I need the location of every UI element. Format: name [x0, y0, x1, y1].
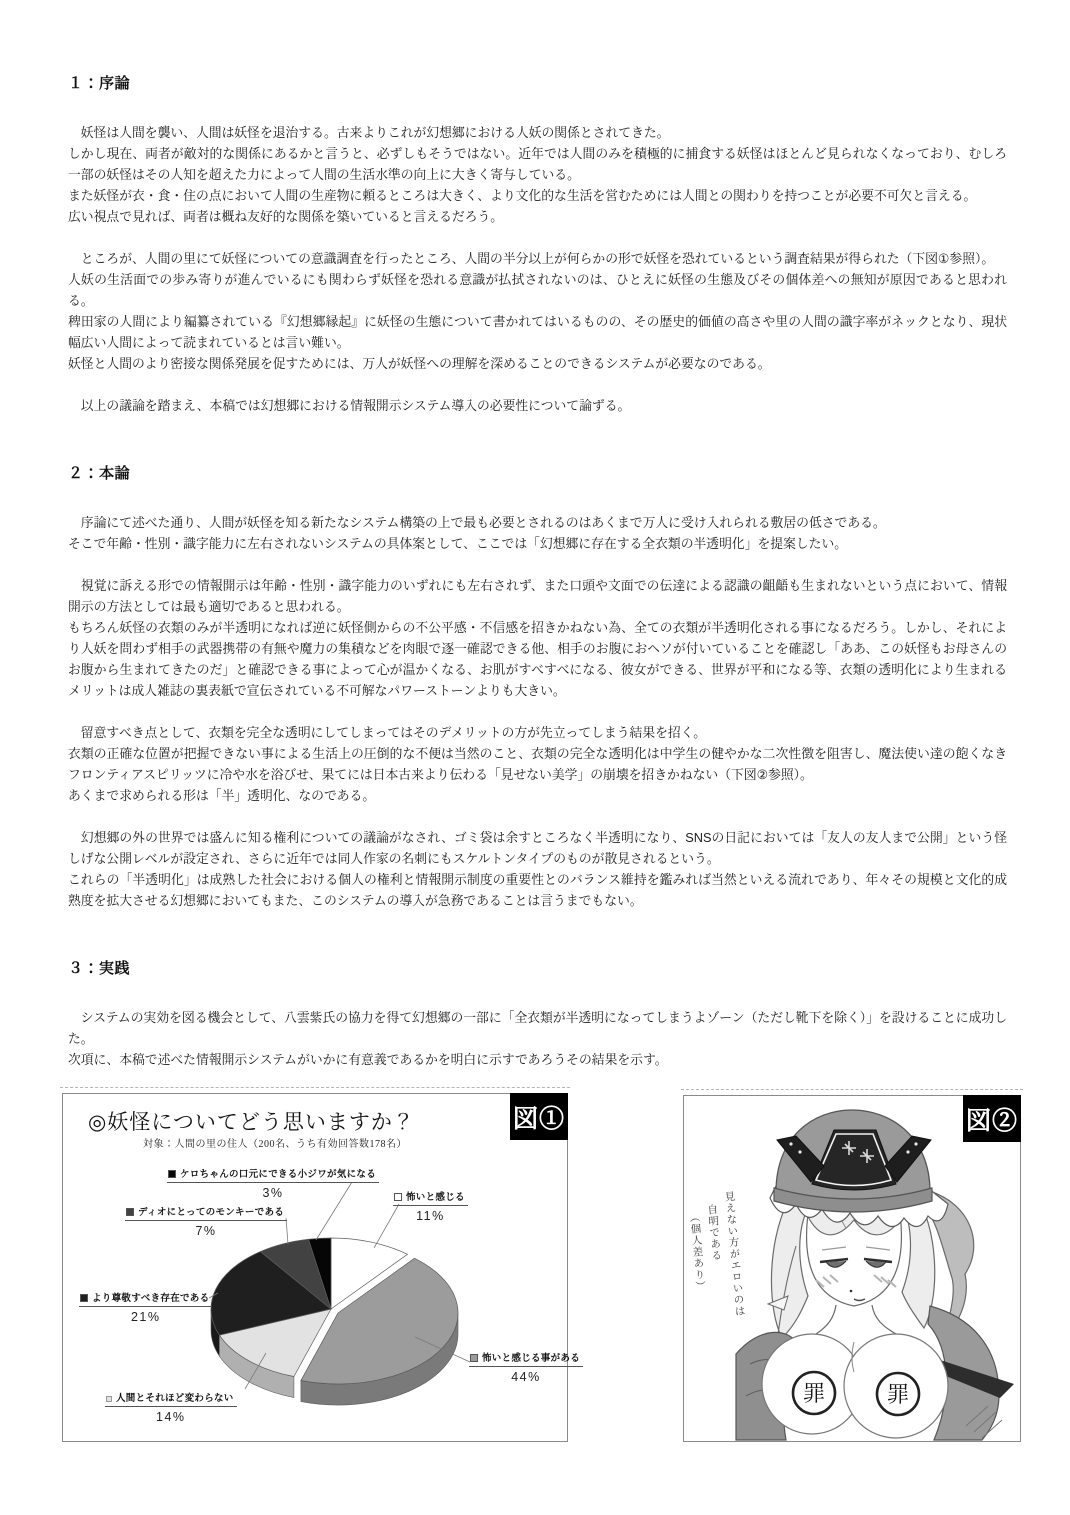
- chart-title: ◎妖怪についてどう思いますか？: [88, 1110, 415, 1134]
- body-line: 稗田家の人間により編纂されている『幻想郷縁起』に妖怪の生態について書かれてはいるものの、その歴史的価値の高さや里の人間の識字率がネックとなり、現状幅広い人間によって読まれているとは言い難い。: [68, 314, 1007, 350]
- pie-label-text: より尊敬すべき存在である: [79, 1290, 212, 1307]
- pie-label-text: 怖いと感じる事がある: [469, 1350, 583, 1367]
- body-line: 次項に、本稿で述べた情報開示システムがいかに有意義であるかを明白に示すであろうその結果を示す。: [68, 1052, 668, 1067]
- paragraph: [68, 122, 1007, 227]
- body-line: システムの実効を図る機会として、八雲紫氏の協力を得て幻想郷の一部に「全衣類が半透明になってしまうよゾーン（ただし靴下を除く）」を設けることに成功した。: [68, 1010, 1007, 1046]
- handwritten-note: 見えない方がエロいのは 自明である （個人差あり）: [686, 1190, 746, 1318]
- pie-slice-label: [469, 1348, 583, 1384]
- pie-percent-value: 14%: [156, 1410, 186, 1424]
- pie-slice-label: [393, 1187, 468, 1223]
- body-line: 留意すべき点として、衣類を完全な透明にしてしまってはそのデメリットの方が先立ってしまう結果を招く。: [68, 725, 707, 740]
- pie-percent-value: 11%: [416, 1209, 445, 1223]
- body-line: 以上の議論を踏まえ、本稿では幻想郷における情報開示システム導入の必要性について論ずる。: [68, 398, 631, 413]
- section-1: [68, 72, 1007, 416]
- body-line: しかし現在、両者が敵対的な関係にあるかと言うと、必ずしもそうではない。近年では人間のみを積極的に捕食する妖怪はほとんど見られなくなっており、むしろ一部の妖怪はその人知を超えた力によって人間の生活水準の向上に大きく寄与している。: [68, 146, 1007, 182]
- section-2: [68, 462, 1007, 911]
- body-line: また妖怪が衣・食・住の点において人間の生産物に頼るところは大きく、より文化的な生活を営むためには人間との関わりを持つことが必要不可欠と言える。: [68, 188, 977, 203]
- legend-marker-icon: [470, 1354, 478, 1362]
- paragraph: [68, 827, 1007, 911]
- pie-label-text: ケロちゃんの口元にできる小ジワが気になる: [167, 1166, 379, 1183]
- beauty-mark: [850, 1290, 853, 1293]
- pie-percent-value: 44%: [511, 1370, 541, 1384]
- paragraph: [68, 512, 1007, 554]
- section-heading: ２：本論: [68, 465, 131, 482]
- censor-kanji-right: 罪: [886, 1382, 910, 1407]
- section-heading: １：序論: [68, 75, 131, 92]
- body-line: あくまで求められる形は「半」透明化、なのである。: [68, 788, 376, 803]
- pie-slice-label: [167, 1164, 379, 1200]
- legend-marker-icon: [80, 1294, 88, 1302]
- section-heading: ３：実践: [68, 960, 131, 977]
- body-line: 広い視点で見れば、両者は概ね友好的な関係を築いていると言えるだろう。: [68, 209, 504, 224]
- body-line: 序論にて述べた通り、人間が妖怪を知る新たなシステム構築の上で最も必要とされるのはあくまで万人に受け入れられる敷居の低さである。: [68, 515, 886, 530]
- paragraph: [68, 1007, 1007, 1070]
- paragraph: [68, 395, 1007, 416]
- body-line: 人妖の生活面での歩み寄りが進んでいるにも関わらず妖怪を恐れる意識が払拭されないのは、ひとえに妖怪の生態及びその個体差への無知が原因であると思われる。: [68, 272, 1007, 308]
- legend-marker-icon: [126, 1208, 134, 1216]
- pie-percent-value: 3%: [262, 1186, 284, 1200]
- body-line: ところが、人間の里にて妖怪についての意識調査を行ったところ、人間の半分以上が何らかの形で妖怪を恐れているという調査結果が得られた（下図①参照）。: [68, 251, 995, 266]
- pie-slice-label: [79, 1288, 212, 1324]
- legend-marker-icon: [168, 1170, 176, 1178]
- figure1-box: [62, 1093, 581, 1442]
- body-line: 幻想郷の外の世界では盛んに知る権利についての議論がなされ、ゴミ袋は余すところなく半透明になり、SNSの日記においては「友人の友人まで公開」という怪しげな公開レベルが設定され、さらに近年では同人作家の名刺にもスケルトンタイプのものが散見されるという。: [68, 830, 1007, 866]
- pie-label-text: 人間とそれほど変わらない: [105, 1390, 237, 1407]
- chart-subtitle: 対象：人間の里の住人（200名、うち有効回答数178名）: [143, 1139, 407, 1150]
- figure2-tag: 図②: [963, 1095, 1021, 1142]
- figure1-tag: 図①: [510, 1093, 568, 1140]
- essay-body: [68, 72, 1007, 1116]
- paragraph: [68, 248, 1007, 374]
- legend-marker-icon: [394, 1193, 402, 1201]
- pie-label-text: ディオにとってのモンキーである: [125, 1204, 287, 1221]
- body-line: 妖怪は人間を襲い、人間は妖怪を退治する。古来よりこれが幻想郷における人妖の関係とされてきた。: [68, 125, 670, 140]
- body-line: 視覚に訴える形での情報開示は年齢・性別・識字能力のいずれにも左右されず、また口頭や文面での伝達による認識の齟齬も生まれないという点において、情報開示の方法としては最も適切であると思われる。: [68, 578, 1007, 614]
- section-3: [68, 957, 1007, 1070]
- pie-slice-label: [105, 1388, 237, 1424]
- pie-label-text: 怖いと感じる: [393, 1189, 468, 1206]
- figure2-box: [683, 1095, 1021, 1442]
- censor-kanji-left: 罪: [802, 1381, 826, 1406]
- paragraph: [68, 575, 1007, 701]
- body-line: もちろん妖怪の衣類のみが半透明になれば逆に妖怪側からの不公平感・不信感を招きかねない為、全ての衣類が半透明化される事になるだろう。しかし、それにより人妖を問わず相手の武器携帯の有無や魔力の集積などを肉眼で逐一確認できる他、相手のお腹におヘソが付いていることを確認し「ああ、この妖怪もお母さんのお腹から生まれてきたのだ」と確認できる事によって心が温かくなる、お肌がすべすべになる、彼女ができる、世界が平和になる等、衣類の透明化により生まれるメリットは成人雑誌の裏表紙で宣伝されている不可解なパワーストーンよりも大きい。: [68, 620, 1007, 698]
- body-line: 妖怪と人間のより密接な関係発展を促すためには、万人が妖怪への理解を深めることのできるシステムが必要なのである。: [68, 356, 771, 371]
- paragraph: [68, 722, 1007, 806]
- pie-percent-value: 21%: [130, 1310, 161, 1324]
- pie-percent-value: 7%: [195, 1224, 217, 1238]
- body-line: これらの「半透明化」は成熟した社会における個人の権利と情報開示制度の重要性とのバランス維持を鑑みれば当然といえる流れであり、年々その規模と文化的成熟度を拡大させる幻想郷においてもまた、このシステムの導入が急務であることは言うまでもない。: [68, 872, 1007, 908]
- body-line: 衣類の正確な位置が把握できない事による生活上の圧倒的な不便は当然のこと、衣類の完全な透明化は中学生の健やかな二次性徴を阻害し、魔法使い達の飽くなきフロンティアスピリッツに冷や水を浴びせ、果てには日本古来より伝わる「見せない美学」の崩壊を招きかねない（下図②参照）。: [68, 746, 1007, 782]
- pie-slice-label: [125, 1202, 287, 1238]
- body-line: そこで年齢・性別・識字能力に左右されないシステムの具体案として、ここでは「幻想郷に存在する全衣類の半透明化」を提案したい。: [68, 536, 848, 551]
- legend-marker-icon: [106, 1396, 112, 1402]
